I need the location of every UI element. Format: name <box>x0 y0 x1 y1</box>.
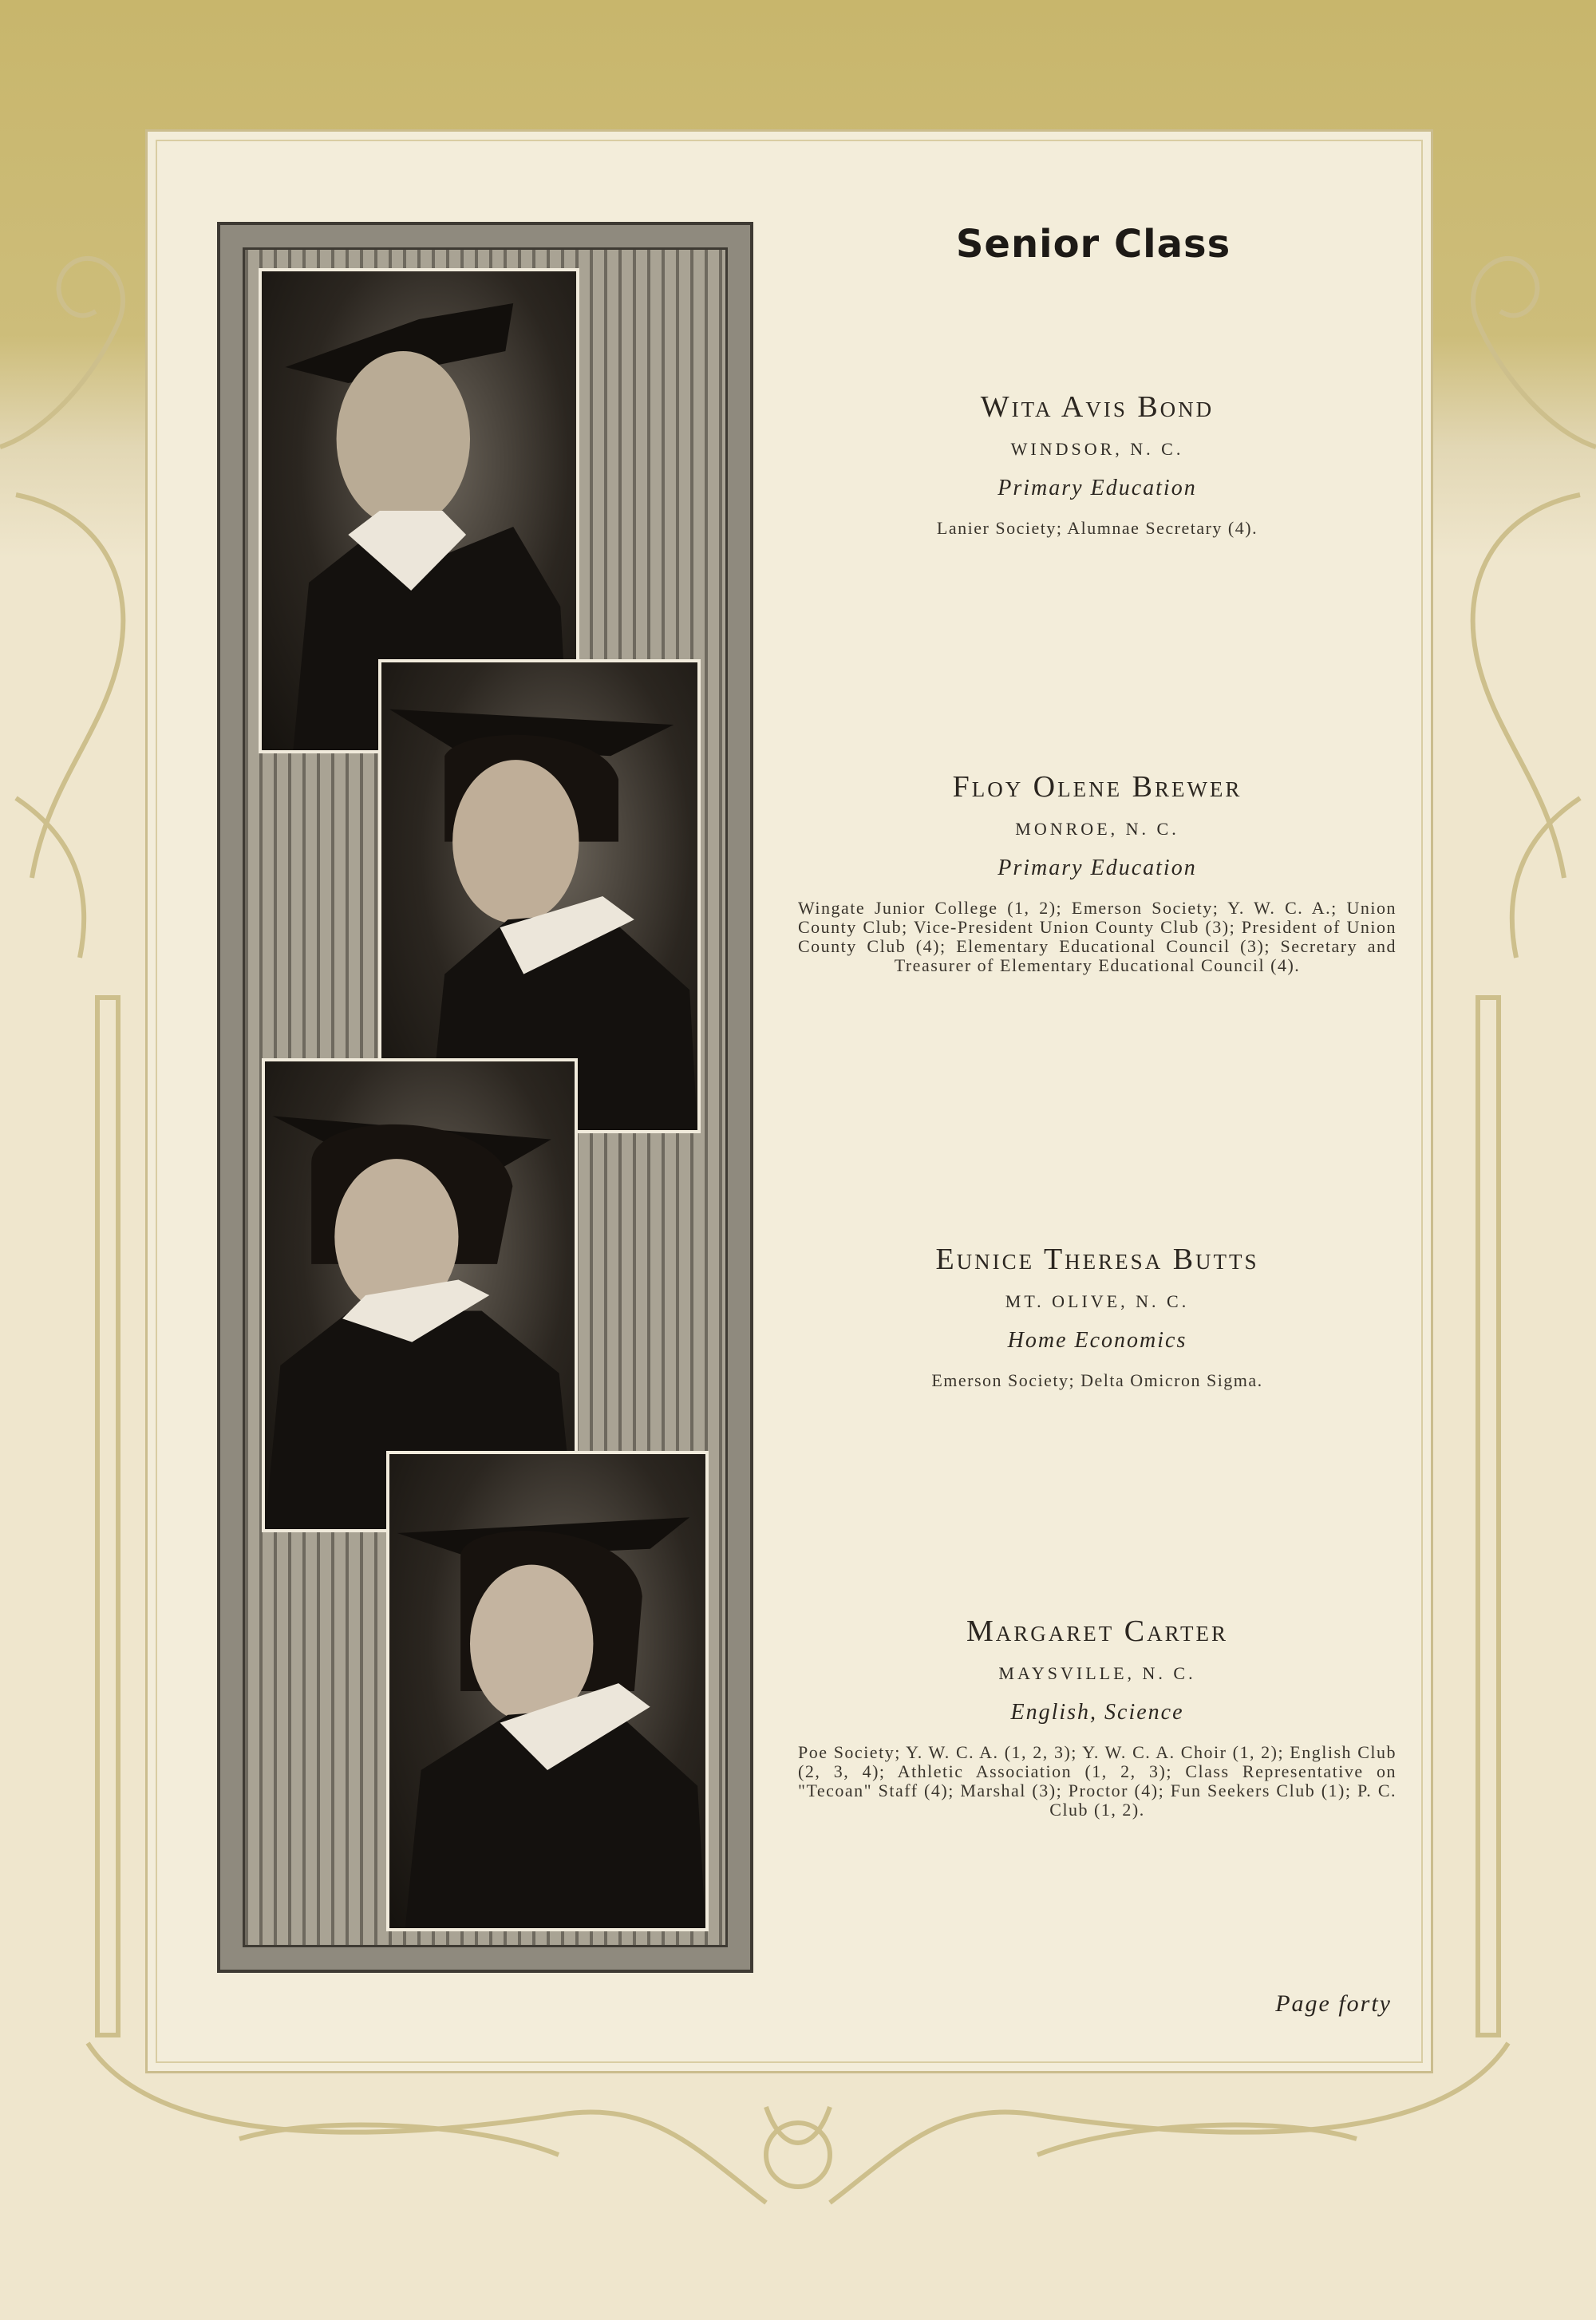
page-number: Page forty <box>1275 1990 1392 2017</box>
student-name: Eunice Theresa Butts <box>935 1243 1259 1276</box>
student-major: English, Science <box>1010 1700 1184 1725</box>
portrait-figure-icon <box>389 1454 705 1928</box>
student-activities: Poe Society; Y. W. C. A. (1, 2, 3); Y. W. C. A. Choir (1, 2); English Club (2, 3, 4); Athletic Association (1, 2, 3); Class Representative on "Tecoan" Staff (4); Marshal (3); Proctor (4); Fun Seekers Club (1); P. C. Club (1, 2). <box>798 1742 1396 1820</box>
student-name: Margaret Carter <box>966 1615 1228 1648</box>
page-title: Senior Class <box>955 222 1231 267</box>
portrait-photo <box>386 1451 709 1931</box>
student-entry <box>798 1614 1396 1820</box>
student-hometown: WINDSOR, N. C. <box>1010 439 1184 459</box>
student-entry <box>798 1242 1396 1390</box>
student-name: Floy Olene Brewer <box>952 770 1242 804</box>
student-activities: Lanier Society; Alumnae Secretary (4). <box>936 518 1258 538</box>
student-entry <box>798 389 1396 538</box>
student-major: Home Economics <box>1007 1328 1187 1353</box>
student-major: Primary Education <box>998 476 1197 500</box>
student-entry <box>798 769 1396 975</box>
student-major: Primary Education <box>998 856 1197 880</box>
student-activities: Wingate Junior College (1, 2); Emerson Society; Y. W. C. A.; Union County Club; Vice-President Union County Club (3); President of Union County Club (4); Elementary Educational Council (3); Secretary and Treasurer of Elementary Educational Council (4). <box>798 898 1396 975</box>
student-hometown: MONROE, N. C. <box>1015 819 1179 839</box>
student-hometown: MT. OLIVE, N. C. <box>1005 1291 1190 1311</box>
student-hometown: MAYSVILLE, N. C. <box>998 1663 1196 1683</box>
student-activities: Emerson Society; Delta Omicron Sigma. <box>931 1370 1263 1390</box>
student-name: Wita Avis Bond <box>980 390 1215 424</box>
